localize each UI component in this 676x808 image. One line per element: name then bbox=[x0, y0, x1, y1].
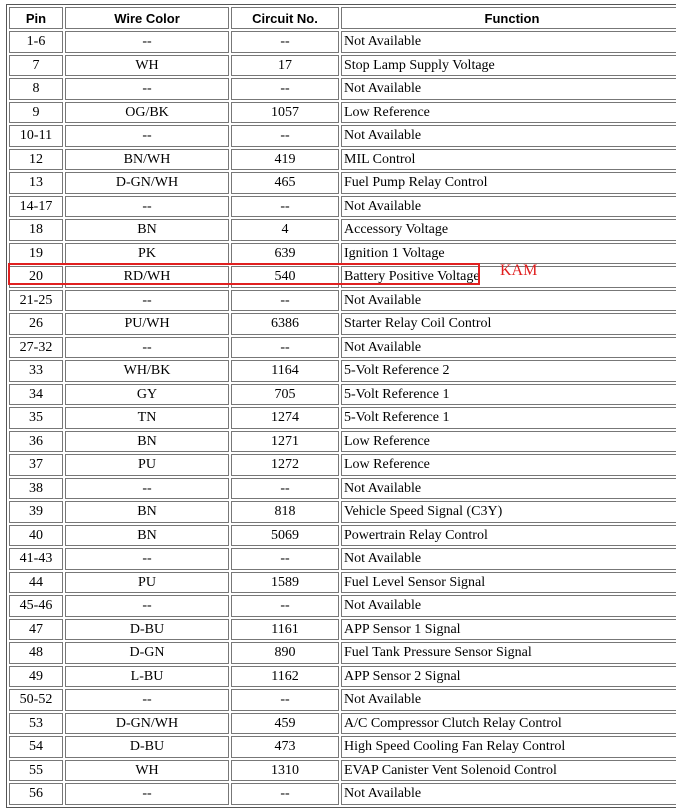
cell-wire-color: BN bbox=[65, 219, 229, 241]
cell-wire-color: BN bbox=[65, 431, 229, 453]
cell-function: Not Available bbox=[341, 548, 676, 570]
cell-function: Fuel Pump Relay Control bbox=[341, 172, 676, 194]
cell-circuit-no: -- bbox=[231, 478, 339, 500]
cell-wire-color: PU bbox=[65, 454, 229, 476]
cell-pin: 48 bbox=[9, 642, 63, 664]
cell-function: Powertrain Relay Control bbox=[341, 525, 676, 547]
cell-circuit-no: 1310 bbox=[231, 760, 339, 782]
table-row bbox=[9, 713, 676, 735]
cell-function: Not Available bbox=[341, 595, 676, 617]
cell-wire-color: TN bbox=[65, 407, 229, 429]
cell-wire-color: PU bbox=[65, 572, 229, 594]
table-row bbox=[9, 595, 676, 617]
cell-wire-color: -- bbox=[65, 290, 229, 312]
header-circuit-no: Circuit No. bbox=[231, 7, 339, 29]
cell-circuit-no: 1057 bbox=[231, 102, 339, 124]
table-row bbox=[9, 360, 676, 382]
cell-wire-color: PU/WH bbox=[65, 313, 229, 335]
cell-circuit-no: -- bbox=[231, 31, 339, 53]
cell-function: Low Reference bbox=[341, 454, 676, 476]
table-row bbox=[9, 243, 676, 265]
cell-function: Fuel Tank Pressure Sensor Signal bbox=[341, 642, 676, 664]
cell-pin: 44 bbox=[9, 572, 63, 594]
table-row bbox=[9, 290, 676, 312]
table-row bbox=[9, 337, 676, 359]
table-row bbox=[9, 548, 676, 570]
table-header-row bbox=[9, 7, 676, 29]
cell-wire-color: -- bbox=[65, 196, 229, 218]
cell-function: Low Reference bbox=[341, 102, 676, 124]
cell-pin: 27-32 bbox=[9, 337, 63, 359]
cell-pin: 26 bbox=[9, 313, 63, 335]
cell-pin: 55 bbox=[9, 760, 63, 782]
cell-circuit-no: 818 bbox=[231, 501, 339, 523]
cell-pin: 19 bbox=[9, 243, 63, 265]
cell-wire-color: PK bbox=[65, 243, 229, 265]
table-row bbox=[9, 689, 676, 711]
cell-pin: 10-11 bbox=[9, 125, 63, 147]
cell-wire-color: BN/WH bbox=[65, 149, 229, 171]
table-row bbox=[9, 125, 676, 147]
cell-function: Ignition 1 Voltage bbox=[341, 243, 676, 265]
cell-circuit-no: -- bbox=[231, 783, 339, 805]
cell-circuit-no: 1589 bbox=[231, 572, 339, 594]
cell-pin: 7 bbox=[9, 55, 63, 77]
cell-function: 5-Volt Reference 2 bbox=[341, 360, 676, 382]
table-row bbox=[9, 172, 676, 194]
cell-wire-color: -- bbox=[65, 337, 229, 359]
cell-circuit-no: 705 bbox=[231, 384, 339, 406]
cell-pin: 41-43 bbox=[9, 548, 63, 570]
cell-circuit-no: 459 bbox=[231, 713, 339, 735]
cell-wire-color: WH bbox=[65, 55, 229, 77]
table-row bbox=[9, 454, 676, 476]
cell-circuit-no: 4 bbox=[231, 219, 339, 241]
cell-wire-color: -- bbox=[65, 548, 229, 570]
table-row bbox=[9, 407, 676, 429]
cell-function: Not Available bbox=[341, 125, 676, 147]
table-row bbox=[9, 78, 676, 100]
cell-pin: 9 bbox=[9, 102, 63, 124]
cell-function: Fuel Level Sensor Signal bbox=[341, 572, 676, 594]
cell-pin: 50-52 bbox=[9, 689, 63, 711]
cell-function: Not Available bbox=[341, 337, 676, 359]
cell-function: A/C Compressor Clutch Relay Control bbox=[341, 713, 676, 735]
cell-circuit-no: 1271 bbox=[231, 431, 339, 453]
cell-pin: 13 bbox=[9, 172, 63, 194]
table-row bbox=[9, 55, 676, 77]
cell-pin: 8 bbox=[9, 78, 63, 100]
table-row bbox=[9, 219, 676, 241]
cell-function: Vehicle Speed Signal (C3Y) bbox=[341, 501, 676, 523]
cell-wire-color: -- bbox=[65, 125, 229, 147]
cell-circuit-no: -- bbox=[231, 689, 339, 711]
header-pin: Pin bbox=[9, 7, 63, 29]
cell-circuit-no: 419 bbox=[231, 149, 339, 171]
cell-circuit-no: -- bbox=[231, 337, 339, 359]
table-row bbox=[9, 572, 676, 594]
header-wire-color: Wire Color bbox=[65, 7, 229, 29]
kam-annotation: KAM bbox=[500, 262, 538, 279]
cell-circuit-no: 473 bbox=[231, 736, 339, 758]
cell-function: EVAP Canister Vent Solenoid Control bbox=[341, 760, 676, 782]
cell-pin: 37 bbox=[9, 454, 63, 476]
cell-wire-color: -- bbox=[65, 478, 229, 500]
cell-function: 5-Volt Reference 1 bbox=[341, 407, 676, 429]
cell-pin: 49 bbox=[9, 666, 63, 688]
cell-pin: 21-25 bbox=[9, 290, 63, 312]
cell-function: Not Available bbox=[341, 196, 676, 218]
cell-function: Not Available bbox=[341, 783, 676, 805]
table-row bbox=[9, 619, 676, 641]
cell-function: Not Available bbox=[341, 290, 676, 312]
cell-pin: 36 bbox=[9, 431, 63, 453]
table-row bbox=[9, 478, 676, 500]
cell-function: Accessory Voltage bbox=[341, 219, 676, 241]
table-row bbox=[9, 266, 676, 288]
cell-circuit-no: 540 bbox=[231, 266, 339, 288]
cell-pin: 39 bbox=[9, 501, 63, 523]
cell-function: APP Sensor 2 Signal bbox=[341, 666, 676, 688]
cell-pin: 1-6 bbox=[9, 31, 63, 53]
table-row bbox=[9, 196, 676, 218]
cell-circuit-no: -- bbox=[231, 595, 339, 617]
table-row bbox=[9, 642, 676, 664]
table-row bbox=[9, 501, 676, 523]
table-row bbox=[9, 384, 676, 406]
table-body bbox=[9, 31, 676, 805]
cell-wire-color: RD/WH bbox=[65, 266, 229, 288]
cell-pin: 18 bbox=[9, 219, 63, 241]
cell-wire-color: D-BU bbox=[65, 736, 229, 758]
cell-wire-color: BN bbox=[65, 501, 229, 523]
cell-function: Low Reference bbox=[341, 431, 676, 453]
cell-pin: 54 bbox=[9, 736, 63, 758]
cell-pin: 14-17 bbox=[9, 196, 63, 218]
cell-function: APP Sensor 1 Signal bbox=[341, 619, 676, 641]
cell-circuit-no: -- bbox=[231, 290, 339, 312]
cell-function: Stop Lamp Supply Voltage bbox=[341, 55, 676, 77]
cell-function: Not Available bbox=[341, 689, 676, 711]
cell-wire-color: OG/BK bbox=[65, 102, 229, 124]
cell-function: MIL Control bbox=[341, 149, 676, 171]
cell-pin: 47 bbox=[9, 619, 63, 641]
cell-circuit-no: 1164 bbox=[231, 360, 339, 382]
cell-circuit-no: 1161 bbox=[231, 619, 339, 641]
cell-wire-color: D-GN bbox=[65, 642, 229, 664]
header-function: Function bbox=[341, 7, 676, 29]
table-row bbox=[9, 760, 676, 782]
cell-function: Not Available bbox=[341, 78, 676, 100]
cell-circuit-no: 465 bbox=[231, 172, 339, 194]
cell-circuit-no: 1272 bbox=[231, 454, 339, 476]
cell-pin: 53 bbox=[9, 713, 63, 735]
cell-function: Battery Positive Voltage bbox=[341, 266, 676, 288]
table-row bbox=[9, 736, 676, 758]
cell-function: 5-Volt Reference 1 bbox=[341, 384, 676, 406]
cell-circuit-no: -- bbox=[231, 125, 339, 147]
cell-circuit-no: 1274 bbox=[231, 407, 339, 429]
pinout-table-container bbox=[6, 4, 676, 808]
cell-circuit-no: 17 bbox=[231, 55, 339, 77]
table-row bbox=[9, 31, 676, 53]
table-row bbox=[9, 149, 676, 171]
cell-circuit-no: -- bbox=[231, 196, 339, 218]
cell-wire-color: GY bbox=[65, 384, 229, 406]
cell-circuit-no: -- bbox=[231, 548, 339, 570]
pinout-table bbox=[6, 4, 676, 808]
cell-wire-color: -- bbox=[65, 595, 229, 617]
table-row bbox=[9, 431, 676, 453]
table-row bbox=[9, 783, 676, 805]
table-row bbox=[9, 525, 676, 547]
cell-circuit-no: 1162 bbox=[231, 666, 339, 688]
cell-wire-color: -- bbox=[65, 689, 229, 711]
cell-pin: 38 bbox=[9, 478, 63, 500]
cell-wire-color: -- bbox=[65, 31, 229, 53]
cell-wire-color: L-BU bbox=[65, 666, 229, 688]
cell-circuit-no: 890 bbox=[231, 642, 339, 664]
cell-pin: 33 bbox=[9, 360, 63, 382]
cell-function: Not Available bbox=[341, 478, 676, 500]
cell-wire-color: WH/BK bbox=[65, 360, 229, 382]
cell-circuit-no: 6386 bbox=[231, 313, 339, 335]
cell-pin: 40 bbox=[9, 525, 63, 547]
cell-pin: 56 bbox=[9, 783, 63, 805]
cell-wire-color: D-GN/WH bbox=[65, 172, 229, 194]
cell-function: High Speed Cooling Fan Relay Control bbox=[341, 736, 676, 758]
cell-circuit-no: 639 bbox=[231, 243, 339, 265]
cell-wire-color: D-GN/WH bbox=[65, 713, 229, 735]
cell-wire-color: -- bbox=[65, 783, 229, 805]
cell-pin: 34 bbox=[9, 384, 63, 406]
table-row bbox=[9, 666, 676, 688]
cell-wire-color: WH bbox=[65, 760, 229, 782]
table-row bbox=[9, 313, 676, 335]
cell-pin: 35 bbox=[9, 407, 63, 429]
cell-circuit-no: 5069 bbox=[231, 525, 339, 547]
cell-wire-color: -- bbox=[65, 78, 229, 100]
cell-wire-color: BN bbox=[65, 525, 229, 547]
cell-function: Starter Relay Coil Control bbox=[341, 313, 676, 335]
cell-pin: 45-46 bbox=[9, 595, 63, 617]
cell-circuit-no: -- bbox=[231, 78, 339, 100]
cell-function: Not Available bbox=[341, 31, 676, 53]
table-row bbox=[9, 102, 676, 124]
cell-wire-color: D-BU bbox=[65, 619, 229, 641]
cell-pin: 12 bbox=[9, 149, 63, 171]
cell-pin: 20 bbox=[9, 266, 63, 288]
